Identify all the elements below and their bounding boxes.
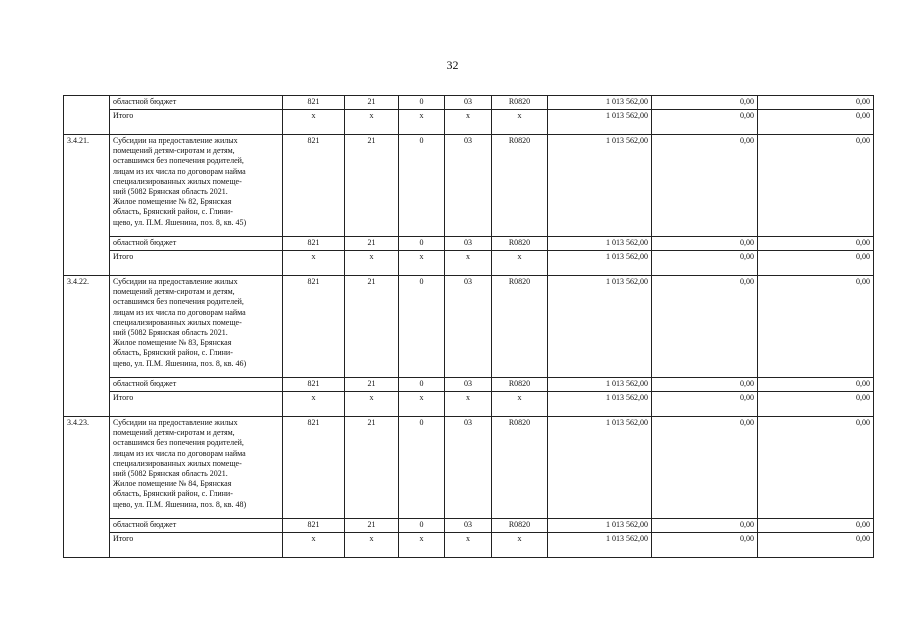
table-row-total [64,110,874,135]
description-line: специализированных жилых помеще- [113,176,242,186]
subsection-code-cell: 0 [399,96,445,110]
amount-cell: 1 013 562,00 [548,110,652,135]
section-code-cell: 21 [345,519,399,533]
description-line: Жилое помещение № 84, Брянская [113,479,232,489]
expense-code-cell: R0820 [492,237,548,251]
expense-code-cell: x [492,251,548,276]
budget-table-body [64,96,874,558]
total-label-cell: Итого [110,533,283,558]
description-line: оставшимся без попечения родителей, [113,438,244,448]
expense-code-cell: R0820 [492,378,548,392]
table-row-src [64,378,874,392]
program-code-cell: x [445,392,492,417]
expense-code-cell: x [492,533,548,558]
amount-cell: 0,00 [758,135,874,237]
program-code-cell: 03 [445,519,492,533]
amount-cell: 0,00 [652,378,758,392]
subsection-code-cell: x [399,392,445,417]
description-line: ний (5082 Брянская область 2021. [113,328,228,338]
description-line: оставшимся без попечения родителей, [113,156,244,166]
description-line: ний (5082 Брянская область 2021. [113,187,228,197]
amount-cell: 0,00 [758,519,874,533]
program-code-cell: 03 [445,237,492,251]
description-cell [110,276,283,378]
amount-cell: 0,00 [652,276,758,378]
table-row-src [64,519,874,533]
page-number: 32 [446,58,459,72]
expense-code-cell: R0820 [492,96,548,110]
amount-cell: 1 013 562,00 [548,533,652,558]
program-code-cell: 03 [445,96,492,110]
amount-cell: 1 013 562,00 [548,276,652,378]
description-line: Субсидии на предоставление жилых [113,136,238,145]
amount-cell: 1 013 562,00 [548,251,652,276]
amount-cell: 0,00 [758,110,874,135]
description-line: специализированных жилых помеще- [113,317,242,327]
description-line: специализированных жилых помеще- [113,458,242,468]
description-line: оставшимся без попечения родителей, [113,297,244,307]
total-label-cell: Итого [110,251,283,276]
program-code-cell: 03 [445,417,492,519]
total-label-cell: Итого [110,110,283,135]
program-code-cell: x [445,533,492,558]
table-row-src [64,96,874,110]
admin-code-cell: 821 [283,276,345,378]
amount-cell: 0,00 [652,96,758,110]
amount-cell: 0,00 [652,251,758,276]
admin-code-cell: 821 [283,378,345,392]
program-code-cell: x [445,110,492,135]
description-line: область, Брянский район, с. Глини- [113,207,233,217]
expense-code-cell: R0820 [492,135,548,237]
description-line: область, Брянский район, с. Глини- [113,348,233,358]
amount-cell: 0,00 [758,96,874,110]
admin-code-cell: 821 [283,417,345,519]
section-code-cell: x [345,251,399,276]
description-line: помещений детям-сиротам и детям, [113,287,235,297]
expense-code-cell: x [492,392,548,417]
table-row-src [64,237,874,251]
description-line: Жилое помещение № 82, Брянская [113,197,232,207]
amount-cell: 0,00 [652,392,758,417]
funding-source-cell: областной бюджет [110,96,283,110]
description-line: область, Брянский район, с. Глини- [113,489,233,499]
amount-cell: 0,00 [758,417,874,519]
budget-table [63,95,874,558]
description-line: щево, ул. П.М. Яшенина, поз. 8, кв. 48) [113,499,247,509]
amount-cell: 1 013 562,00 [548,417,652,519]
amount-cell: 0,00 [758,392,874,417]
description-line: Субсидии на предоставление жилых [113,277,238,286]
funding-source-cell: областной бюджет [110,237,283,251]
section-code-cell: 21 [345,96,399,110]
program-code-cell: x [445,251,492,276]
table-row-total [64,392,874,417]
amount-cell: 0,00 [758,237,874,251]
program-code-cell: 03 [445,135,492,237]
description-line: Субсидии на предоставление жилых [113,418,238,427]
amount-cell: 0,00 [652,237,758,251]
amount-cell: 0,00 [758,276,874,378]
amount-cell: 0,00 [652,519,758,533]
description-line: щево, ул. П.М. Яшенина, поз. 8, кв. 46) [113,358,247,368]
amount-cell: 0,00 [758,378,874,392]
table-row-main [64,276,874,378]
description-cell [110,135,283,237]
section-code-cell: 21 [345,378,399,392]
subsection-code-cell: 0 [399,378,445,392]
admin-code-cell: x [283,392,345,417]
amount-cell: 0,00 [652,417,758,519]
admin-code-cell: 821 [283,237,345,251]
admin-code-cell: x [283,110,345,135]
expense-code-cell: x [492,110,548,135]
section-code-cell: x [345,533,399,558]
admin-code-cell: x [283,251,345,276]
subsection-code-cell: 0 [399,276,445,378]
table-row-main [64,135,874,237]
subsection-code-cell: 0 [399,135,445,237]
item-number-cell: 3.4.22. [64,276,110,417]
description-line: ний (5082 Брянская область 2021. [113,469,228,479]
description-line: Жилое помещение № 83, Брянская [113,338,232,348]
admin-code-cell: 821 [283,135,345,237]
section-code-cell: x [345,110,399,135]
program-code-cell: 03 [445,276,492,378]
amount-cell: 0,00 [652,110,758,135]
item-number-cell [64,96,110,135]
admin-code-cell: 821 [283,519,345,533]
item-number-cell: 3.4.21. [64,135,110,276]
funding-source-cell: областной бюджет [110,519,283,533]
amount-cell: 1 013 562,00 [548,237,652,251]
description-line: лицам из их числа по договорам найма [113,166,246,176]
expense-code-cell: R0820 [492,417,548,519]
table-row-total [64,251,874,276]
description-line: помещений детям-сиротам и детям, [113,146,235,156]
amount-cell: 0,00 [652,533,758,558]
amount-cell: 1 013 562,00 [548,378,652,392]
subsection-code-cell: x [399,110,445,135]
item-number-cell: 3.4.23. [64,417,110,558]
amount-cell: 0,00 [758,251,874,276]
program-code-cell: 03 [445,378,492,392]
amount-cell: 1 013 562,00 [548,135,652,237]
amount-cell: 1 013 562,00 [548,96,652,110]
subsection-code-cell: 0 [399,417,445,519]
total-label-cell: Итого [110,392,283,417]
subsection-code-cell: 0 [399,519,445,533]
admin-code-cell: 821 [283,96,345,110]
amount-cell: 0,00 [652,135,758,237]
amount-cell: 0,00 [758,533,874,558]
table-row-main [64,417,874,519]
funding-source-cell: областной бюджет [110,378,283,392]
section-code-cell: 21 [345,135,399,237]
subsection-code-cell: x [399,251,445,276]
description-line: лицам из их числа по договорам найма [113,307,246,317]
amount-cell: 1 013 562,00 [548,392,652,417]
description-line: щево, ул. П.М. Яшенина, поз. 8, кв. 45) [113,217,247,227]
section-code-cell: 21 [345,276,399,378]
table-row-total [64,533,874,558]
description-line: лицам из их числа по договорам найма [113,448,246,458]
admin-code-cell: x [283,533,345,558]
section-code-cell: x [345,392,399,417]
section-code-cell: 21 [345,237,399,251]
expense-code-cell: R0820 [492,276,548,378]
expense-code-cell: R0820 [492,519,548,533]
subsection-code-cell: x [399,533,445,558]
description-cell [110,417,283,519]
subsection-code-cell: 0 [399,237,445,251]
section-code-cell: 21 [345,417,399,519]
amount-cell: 1 013 562,00 [548,519,652,533]
description-line: помещений детям-сиротам и детям, [113,428,235,438]
